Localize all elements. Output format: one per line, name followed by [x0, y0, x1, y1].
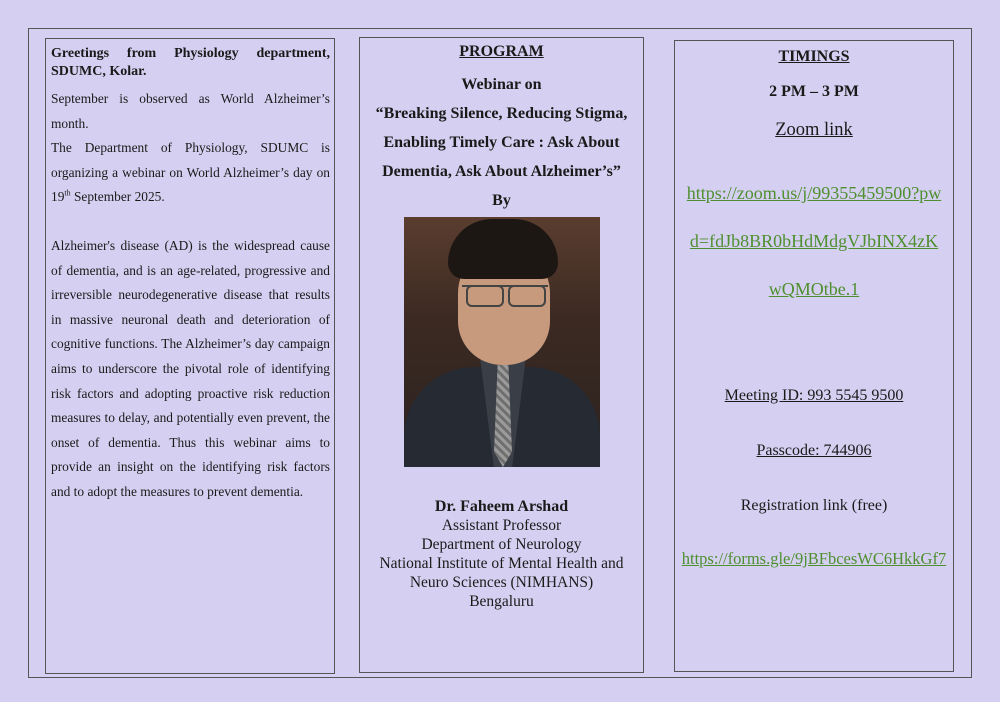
alzheimers-month-text: September is observed as World Alzheimer’s month.: [51, 91, 330, 131]
registration-label: Registration link (free): [740, 497, 888, 514]
registration-url-link[interactable]: https://forms.gle/9jBFbcesWC6HkkGf7: [681, 549, 947, 568]
webinar-time: 2 PM – 3 PM: [769, 83, 859, 100]
speaker-department: Department of Neurology: [421, 536, 582, 553]
zoom-link-label: Zoom link: [775, 120, 853, 140]
speaker-name: Dr. Faheem Arshad: [434, 498, 569, 515]
zoom-url-line[interactable]: wQMOtbe.1: [768, 279, 860, 299]
webinar-line: Dementia, Ask About Alzheimer’s”: [382, 163, 621, 180]
zoom-url-link[interactable]: [675, 169, 953, 313]
zoom-url-line[interactable]: https://zoom.us/j/99355459500?pw: [686, 183, 942, 203]
ad-description-text: Alzheimer's disease (AD) is the widespread cause of dementia, and is an age-related, progressive and irreversible neurodegenerative disease that results in massive neuronal death and deterioration of cognitive functions. The Alzheimer’s day campaign aims to underscore the pivotal role of identifying risk factors and adopting proactive risk reduction measures to delay, and potentially even prevent, the onset of dementia. Thus this webinar aims to provide an insight on the identifying risk factors and to adopt the measures to prevent dementia.: [51, 237, 330, 499]
zoom-url-line[interactable]: d=fdJb8BR0bHdMdgVJbINX4zK: [689, 231, 939, 251]
timings-heading: TIMINGS: [778, 48, 850, 65]
passcode: Passcode: 744906: [756, 442, 872, 459]
webinar-title: [360, 70, 643, 215]
date-suffix: th: [64, 188, 71, 198]
timings-panel: [674, 40, 954, 672]
meeting-id: Meeting ID: 993 5545 9500: [724, 387, 904, 404]
webinar-line: “Breaking Silence, Reducing Stigma,: [375, 105, 628, 122]
greeting-text: Greetings from Physiology department, SDUMC, Kolar.: [51, 46, 330, 79]
webinar-announcement-text: [51, 136, 330, 210]
speaker-institute: National Institute of Mental Health and: [379, 555, 624, 572]
intro-panel: [45, 38, 335, 674]
speaker-info: [360, 497, 643, 611]
program-panel: [359, 37, 644, 673]
webinar-line: Webinar on: [461, 76, 542, 93]
program-heading: PROGRAM: [459, 43, 544, 60]
announcement-main: The Department of Physiology, SDUMC is organizing a webinar on World Alzheimer’s day on 19: [51, 140, 330, 205]
webinar-line: By: [492, 192, 511, 209]
speaker-city: Bengaluru: [469, 593, 534, 610]
announcement-end: September 2025.: [70, 189, 165, 205]
webinar-line: Enabling Timely Care : Ask About: [383, 134, 620, 151]
speaker-title: Assistant Professor: [441, 517, 562, 534]
speaker-photo: [404, 217, 600, 467]
speaker-institute: Neuro Sciences (NIMHANS): [409, 574, 594, 591]
